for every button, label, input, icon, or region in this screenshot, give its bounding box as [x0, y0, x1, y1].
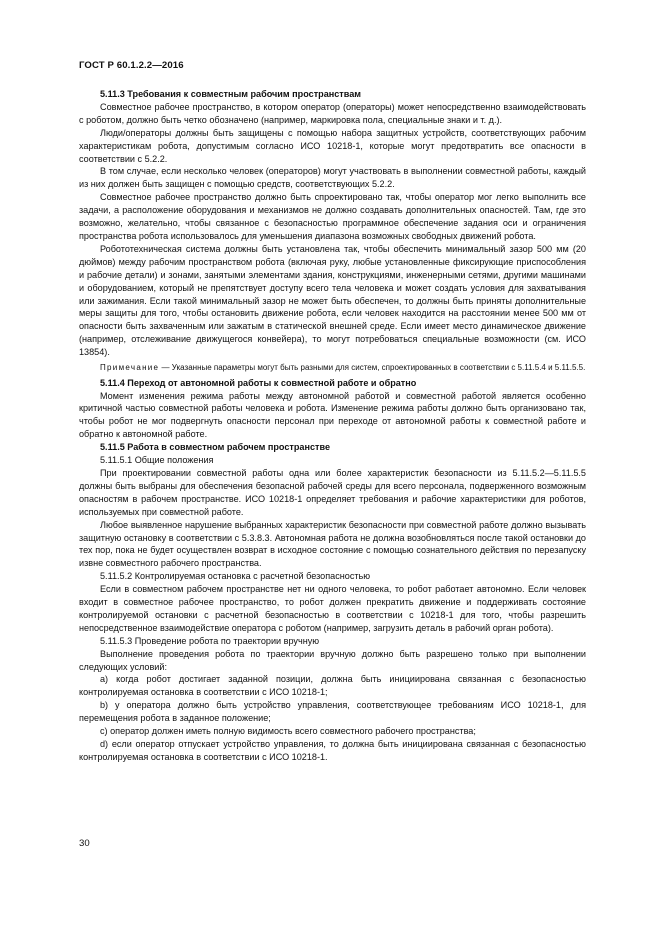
section-heading-5-11-5: 5.11.5 Работа в совместном рабочем пространстве: [100, 442, 331, 453]
standard-code-header: ГОСТ Р 60.1.2.2—2016: [79, 60, 184, 71]
paragraph: Любое выявленное нарушение выбранных характеристик безопасности при совместной работе должно вызывать защитную остановку в соответствии с 5.3.8.3. Автономная работа не должна возобновляться после такой остановки до тех пор, пока не будет осуществлен возврат в исходное состояние с помощью сознательного действия по перезапуску извне совместного рабочего пространства.: [79, 519, 586, 569]
document-body: [79, 88, 586, 764]
list-item: c) оператор должен иметь полную видимость всего совместного рабочего пространства;: [100, 726, 476, 737]
section-heading-5-11-4: 5.11.4 Переход от автономной работы к совместной работе и обратно: [100, 377, 417, 388]
list-item: d) если оператор отпускает устройство управления, то должна быть инициирована связанная с безопасностью контролируемая остановка в соответствии с ИСО 10218-1.: [79, 739, 586, 762]
note-text: — Указанные параметры могут быть разными для систем, спроектированных в соответствии с 5.11.5.4 и 5.11.5.5.: [161, 363, 586, 373]
paragraph: Выполнение проведения робота по траектории вручную должно быть разрешено только при выполнении следующих условий:: [79, 648, 586, 672]
paragraph: При проектировании совместной работы одна или более характеристик безопасности из 5.11.5.2—5.11.5.5 должны быть выбраны для обеспечения безопасной рабочей среды для всего персонала, подверженного возможным опасностям в рабочем пространстве. ИСО 10218-1 определяет требования и рабочие характеристики для роботов, используемых при совместной работе.: [79, 467, 586, 517]
paragraph: Момент изменения режима работы между автономной работой и совместной работой является особенно критичной частью совместной работы человека и робота. Изменение режима работы должно быть организовано так, чтобы робот не мог подвергнуть опасности персонал при переходе от автономной работы к совместной работе и обратно к автономной работе.: [79, 390, 586, 440]
subsection-heading: 5.11.5.2 Контролируемая остановка с расчетной безопасностью: [100, 571, 371, 582]
subsection-heading: 5.11.5.3 Проведение робота по траектории вручную: [100, 635, 320, 646]
paragraph: Совместное рабочее пространство должно быть спроектировано так, чтобы оператор мог легко выполнить все задачи, а расположение оборудования и механизмов не должно создавать дополнительных опасностей. Там, где это возможно, желательно, чтобы связанное с безопасностью программное обеспечение задания оси и ограничения пространства робота использовалось для уменьшения диапазона возможных свободных движений робота.: [79, 192, 586, 241]
section-heading-5-11-3: 5.11.3 Требования к совместным рабочим пространствам: [100, 89, 362, 99]
paragraph: Если в совместном рабочем пространстве нет ни одного человека, то робот работает автономно. Если человек входит в совместное рабочее пространство, то робот должен прекратить движение и поддерживать состояние контролируемой остановки с расчетной безопасностью в соответствии с 10218-1 для того, чтобы разрешить непосредственное взаимодействие оператора с роботом (например, загрузить деталь в рабочий орган робота).: [79, 584, 586, 633]
paragraph: Совместное рабочее пространство, в котором оператор (операторы) может непосредственно взаимодействовать с роботом, должно быть четко обозначено (например, маркировка пола, специальные знаки и т. д.).: [79, 101, 586, 125]
list-item: a) когда робот достигает заданной позиции, должна быть инициирована связанная с безопасностью контролируемая остановка в соответствии с ИСО 10218-1;: [79, 674, 586, 698]
note: [79, 362, 586, 374]
paragraph: Робототехническая система должны быть установлена так, чтобы обеспечить минимальный зазор 500 мм (20 дюймов) между рабочим пространством робота (включая руку, любые установленные фиксирующие приспособления и рабочие детали) и зонами, занятыми элементами здания, конструкциями, инженерными сетями, другими машинами и оборудованием, который не препятствует доступу всего тела человека и может создать условия для захватывания или зажимания. Если такой минимальный зазор не может быть обеспечен, то должны быть приняты дополнительные меры защиты для того, чтобы остановить движение робота, если человек находится на расстоянии менее 500 мм от опасности быть захваченным или зажатым в статической внешней среде. Если имеет место динамическое движение (например, отслеживание движущегося конвейера), то могут потребоваться специальные возможности (см. ИСО 13854).: [79, 243, 586, 358]
paragraph: В том случае, если несколько человек (операторов) могут участвовать в выполнении совместной работы, каждый из них должен быть защищен с помощью средств, соответствующих 5.2.2.: [79, 166, 586, 190]
page-number: 30: [79, 838, 90, 849]
note-label: Примечание: [100, 363, 160, 373]
paragraph: Люди/операторы должны быть защищены с помощью набора защитных устройств, соответствующих рабочим характеристикам робота, допустимым согласно ИСО 10218-1, которые могут предотвратить все опасности в соответствии с 5.2.2.: [79, 127, 586, 164]
list-item: b) у оператора должно быть устройство управления, соответствующее требованиям ИСО 10218-1, для перемещения робота в заданное положение;: [79, 700, 586, 724]
subsection-heading: 5.11.5.1 Общие положения: [100, 455, 214, 466]
